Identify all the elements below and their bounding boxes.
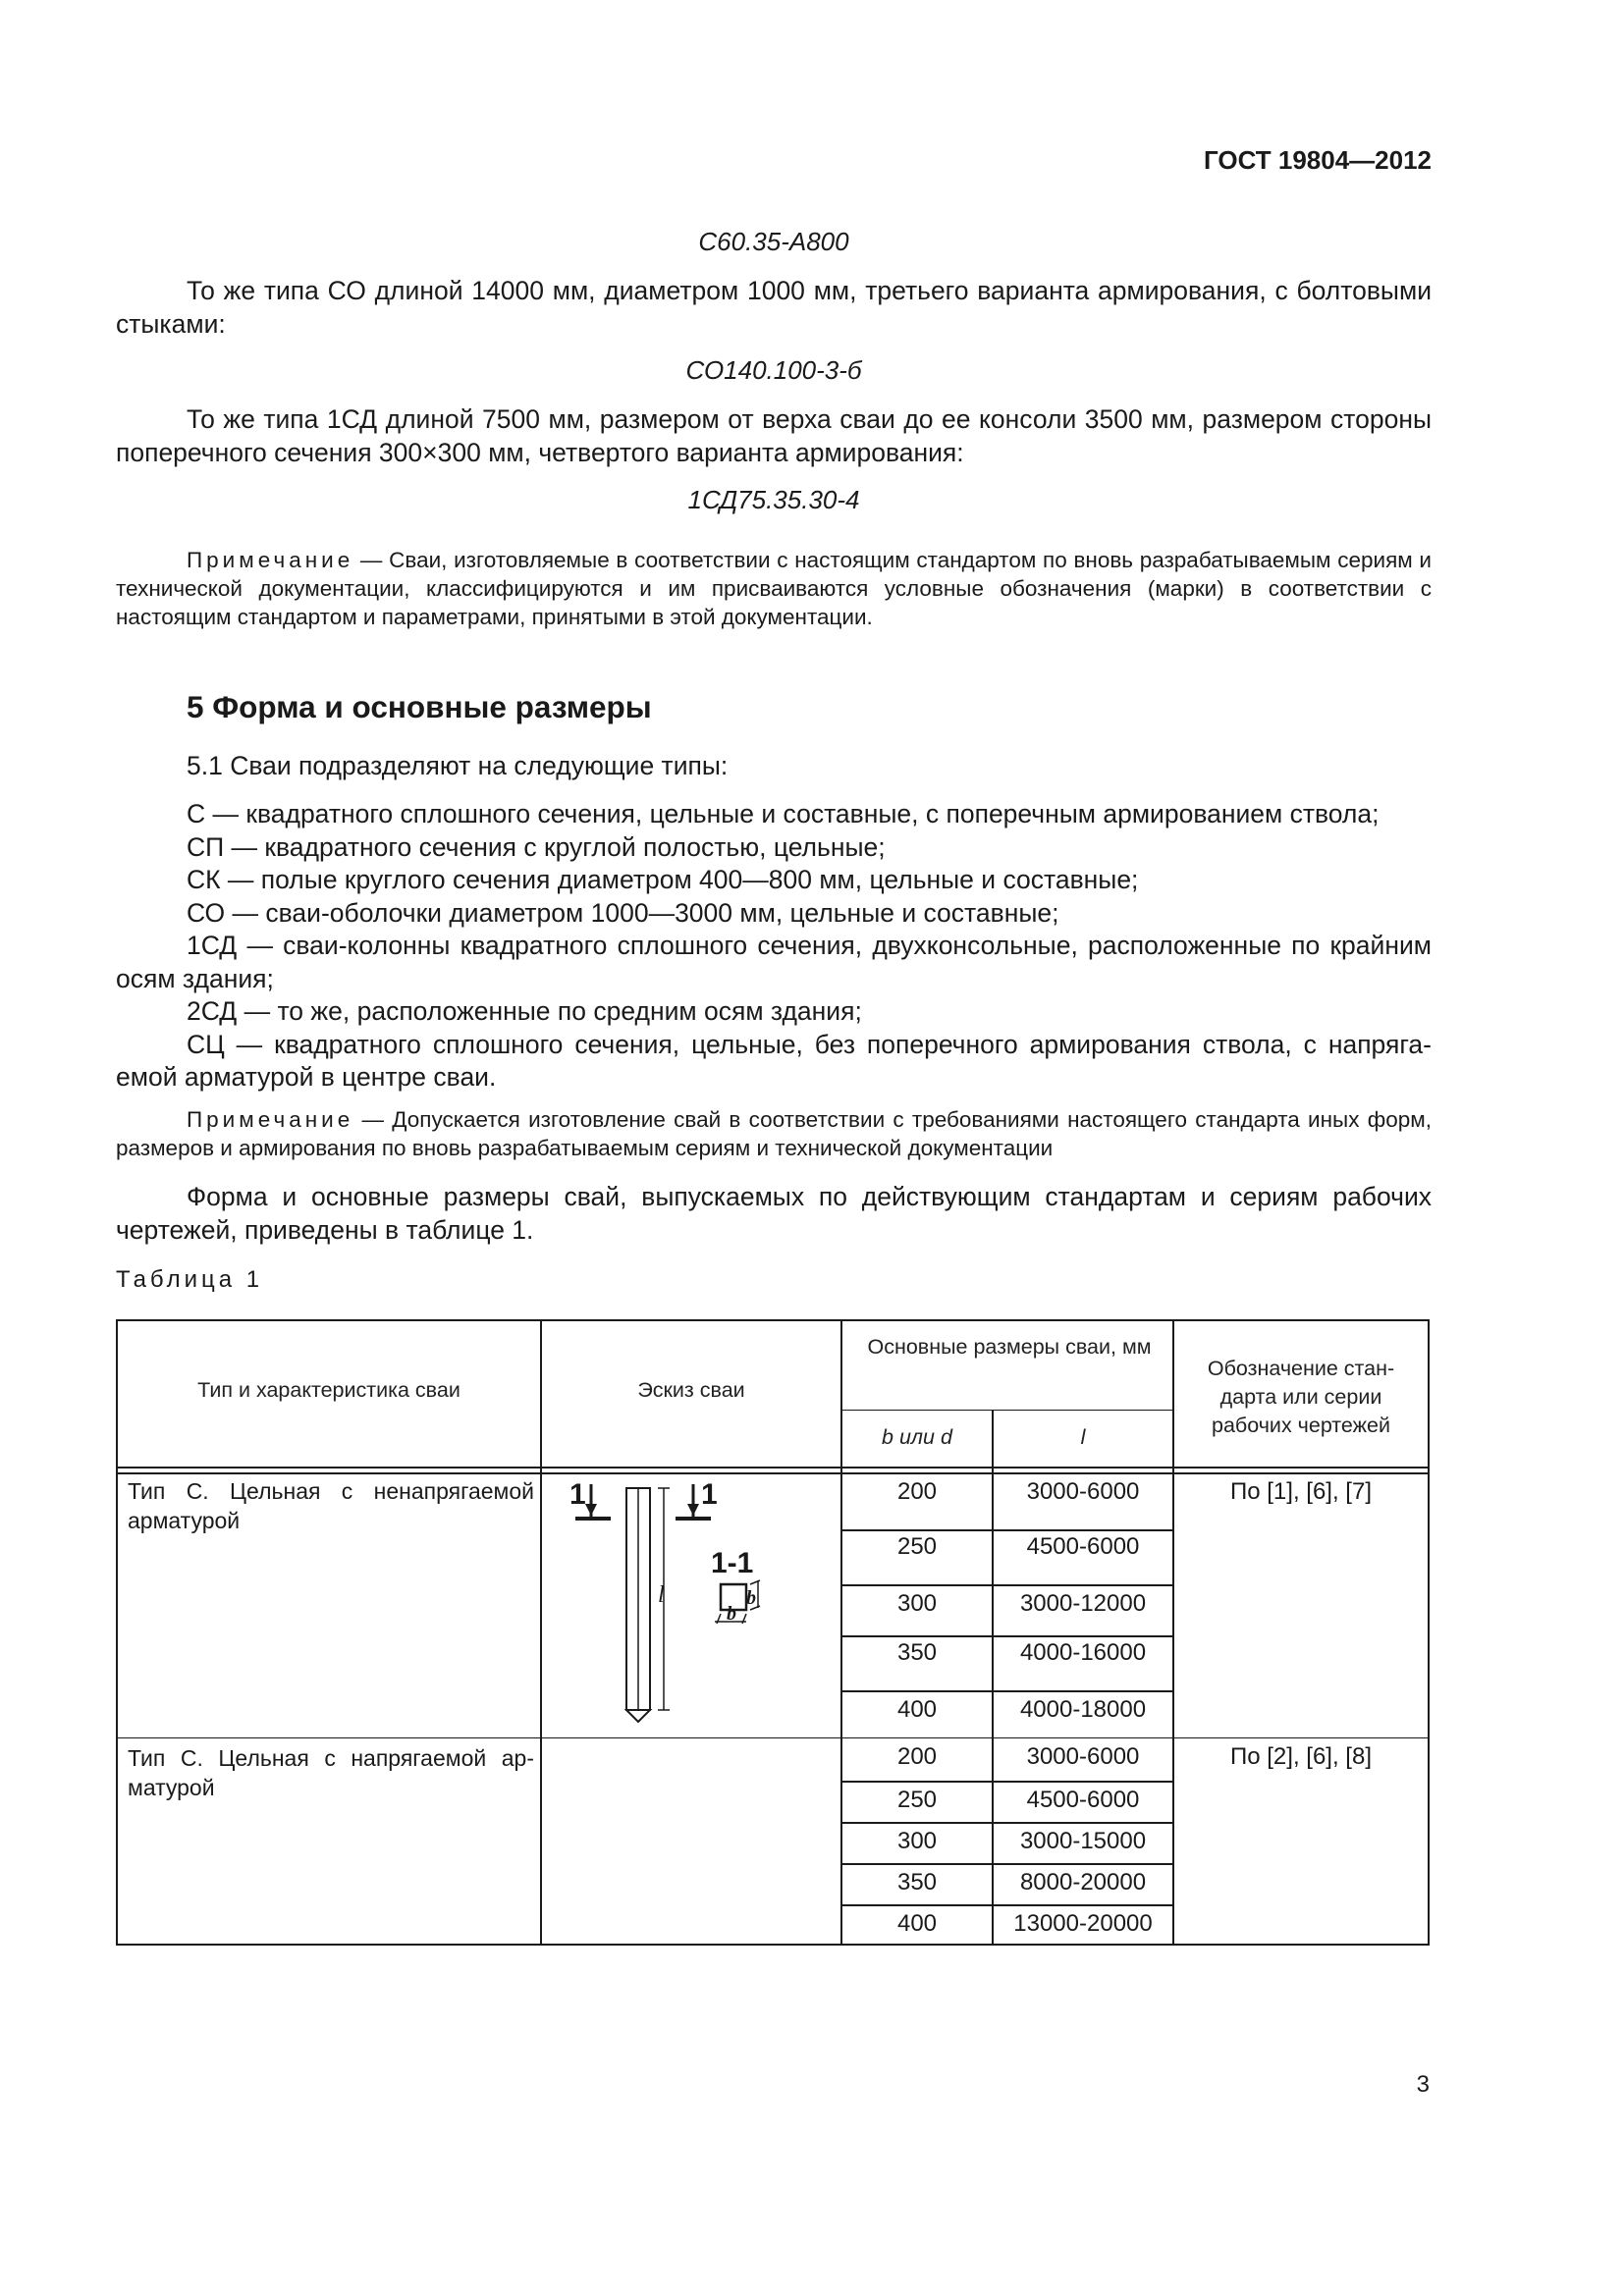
list-item: СП — квадратного сечения с круглой полостью, цельные; — [187, 831, 886, 862]
table-cell-l: 3000-15000 — [1019, 1828, 1147, 1854]
group-1-type: Тип С. Цельная с ненапрягаемой арматурой — [128, 1478, 534, 1533]
paragraph-forms: Форма и основные размеры свай, выпускаемых по действующим стандартам и сериям рабочих чертежей, приведены в таблице 1. — [116, 1182, 1432, 1245]
table-cell-l: 3000-6000 — [1026, 1478, 1140, 1505]
table-cell-b: 350 — [896, 1869, 938, 1896]
list-item: 2СД — то же, расположенные по средним осям здания; — [187, 996, 862, 1026]
cut-arrow-left — [585, 1504, 597, 1516]
table-cell-b: 200 — [896, 1478, 938, 1505]
table-cell-b: 200 — [896, 1743, 938, 1770]
note-text: — Допускается изготовление свай в соответствии с требованиями настоящего стандарта иных форм, размеров и армирования по вновь разрабатываемым сериям и технической документации — [116, 1107, 1432, 1160]
table-cell-l: 3000-12000 — [1019, 1590, 1147, 1617]
list-item: С — квадратного сплошного сечения, цельные и составные, с поперечным армированием ствола; — [187, 799, 1380, 828]
group-1-standard: По [1], [6], [7] — [1230, 1478, 1372, 1505]
table-1 — [116, 1319, 1430, 1946]
cut-label-left: 1 — [569, 1478, 586, 1511]
header-dims: Основные размеры сваи, мм — [867, 1335, 1152, 1359]
section-dim-b-bottom: b — [727, 1603, 736, 1625]
cut-arrow-right — [687, 1504, 699, 1516]
table-cell-l: 3000-6000 — [1026, 1743, 1140, 1770]
pile-sketch — [542, 1474, 840, 1737]
list-item: СО — сваи-оболочки диаметром 1000—3000 мм, цельные и составные; — [187, 897, 1059, 928]
table-cell-l: 13000-20000 — [1013, 1910, 1153, 1937]
cut-label-right: 1 — [701, 1478, 718, 1511]
header-type: Тип и характеристика сваи — [197, 1378, 460, 1402]
paragraph-5-1: 5.1 Сваи подразделяют на следующие типы: — [187, 751, 729, 780]
table-cell-b: 250 — [896, 1533, 938, 1560]
code-example-3: 1СД75.35.30-4 — [687, 485, 860, 514]
document-header: ГОСТ 19804—2012 — [1204, 145, 1432, 175]
table-cell-b: 300 — [896, 1590, 938, 1617]
note-2 — [116, 1105, 1432, 1162]
table-cell-l: 4000-18000 — [1019, 1696, 1147, 1723]
list-item: 1СД — сваи-колонны квадратного сплошного сечения, двухконсольные, расположенные по крайним осям здания; — [116, 931, 1432, 993]
note-label: Примечание — [187, 1107, 354, 1132]
code-example-1: С60.35-А800 — [698, 227, 849, 256]
page-number: 3 — [1416, 2071, 1430, 2098]
table-cell-b: 300 — [896, 1828, 938, 1854]
table-cell-l: 8000-20000 — [1019, 1869, 1147, 1896]
table-cell-b: 250 — [896, 1787, 938, 1813]
header-sketch: Эскиз сваи — [637, 1378, 745, 1402]
list-item: СК — полые круглого сечения диаметром 400—800 мм, цельные и составные; — [187, 865, 1139, 894]
section-title: 5 Форма и основные размеры — [187, 689, 652, 724]
table-cell-l: 4500-6000 — [1026, 1533, 1140, 1560]
note-text: — Сваи, изготовляемые в соответствии с настоящим стандартом по вновь разрабатываемым сериям и технической документации, классифицируются и им присваиваются условные обозначения (марки) в соответствии с настоящим стандартом и параметрами, принятыми в этой документации. — [116, 548, 1432, 629]
paragraph-co-type: То же типа СО длиной 14000 мм, диаметром 1000 мм, третьего варианта армирования, с болтовыми стыками: — [116, 276, 1432, 339]
length-label: l — [658, 1582, 665, 1608]
group-2-standard: По [2], [6], [8] — [1230, 1743, 1372, 1770]
table-cell-b: 350 — [896, 1639, 938, 1666]
note-1 — [116, 546, 1432, 631]
pile-types-list — [116, 798, 1432, 1095]
group-2-type: Тип С. Цельная с напрягаемой арматурой — [128, 1745, 534, 1800]
list-item: СЦ — квадратного сплошного сечения, цельные, без поперечного армирования ствола, с напрягаемой арматурой в центре сваи. — [116, 1029, 1432, 1092]
table-cell-b: 400 — [896, 1696, 938, 1723]
table-cell-l: 4500-6000 — [1026, 1787, 1140, 1813]
table-cell-b: 400 — [896, 1910, 938, 1937]
header-standard: Обозначение стандарта или серии рабочих чертежей — [1207, 1357, 1395, 1437]
code-example-2: СО140.100-3-б — [685, 355, 862, 385]
paragraph-1sd-type: То же типа 1СД длиной 7500 мм, размером от верха сваи до ее консоли 3500 мм, размером стороны поперечного сечения 300×300 мм, четвертого варианта армирования: — [116, 404, 1432, 467]
table-caption: Таблица 1 — [116, 1266, 264, 1293]
pile-tip — [626, 1710, 650, 1722]
header-b-or-d: b или d — [882, 1425, 952, 1449]
section-dim-b-right: b — [746, 1587, 756, 1609]
note-label: Примечание — [187, 548, 354, 572]
table-cell-l: 4000-16000 — [1019, 1639, 1147, 1666]
section-label: 1-1 — [711, 1547, 754, 1579]
header-l: l — [1080, 1425, 1086, 1449]
